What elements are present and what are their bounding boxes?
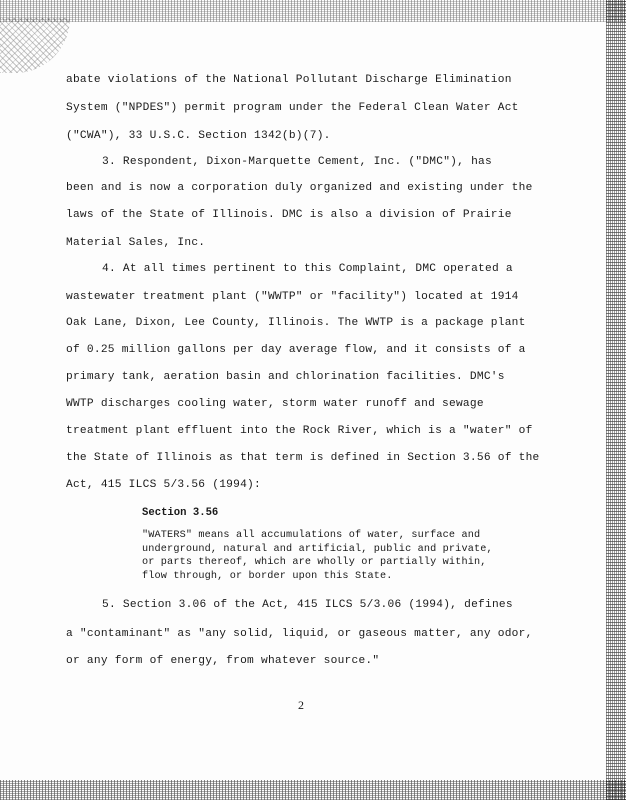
body-line: Act, 415 ILCS 5/3.56 (1994): [66,479,261,491]
scan-noise-right [606,0,626,800]
quote-line: or parts thereof, which are wholly or partially within, [142,557,487,569]
paragraph-4-start: 4. At all times pertinent to this Complaint, DMC operated a [102,263,513,275]
page-number: 2 [298,698,304,712]
body-line: treatment plant effluent into the Rock River, which is a "water" of [66,425,533,437]
block-quote [142,529,522,583]
scan-noise-bottom [0,780,626,800]
body-line: or any form of energy, from whatever source." [66,655,380,667]
body-line: been and is now a corporation duly organized and existing under the [66,182,533,194]
body-line: abate violations of the National Pollutant Discharge Elimination [66,74,512,86]
body-line: ("CWA"), 33 U.S.C. Section 1342(b)(7). [66,130,331,142]
quote-line: flow through, or border upon this State. [142,570,393,582]
scan-noise-corner [0,18,70,73]
quote-line: underground, natural and artificial, public and private, [142,543,493,555]
scan-noise-top [0,0,626,22]
body-line: Material Sales, Inc. [66,237,206,249]
paragraph-3-start: 3. Respondent, Dixon-Marquette Cement, Inc. ("DMC"), has [102,156,492,168]
body-line: of 0.25 million gallons per day average flow, and it consists of a [66,344,526,356]
body-line: Oak Lane, Dixon, Lee County, Illinois. The WWTP is a package plant [66,317,526,329]
paragraph-5-start: 5. Section 3.06 of the Act, 415 ILCS 5/3.06 (1994), defines [102,599,513,611]
quote-title: Section 3.56 [142,507,219,519]
body-line: primary tank, aeration basin and chlorination facilities. DMC's [66,371,505,383]
body-line: System ("NPDES") permit program under the Federal Clean Water Act [66,102,519,114]
body-line: the State of Illinois as that term is defined in Section 3.56 of the [66,452,540,464]
body-line: a "contaminant" as "any solid, liquid, or gaseous matter, any odor, [66,628,533,640]
body-line: wastewater treatment plant ("WWTP" or "facility") located at 1914 [66,291,519,303]
body-line: laws of the State of Illinois. DMC is also a division of Prairie [66,209,512,221]
body-line: WWTP discharges cooling water, storm water runoff and sewage [66,398,484,410]
quote-line: "WATERS" means all accumulations of water, surface and [142,530,481,541]
